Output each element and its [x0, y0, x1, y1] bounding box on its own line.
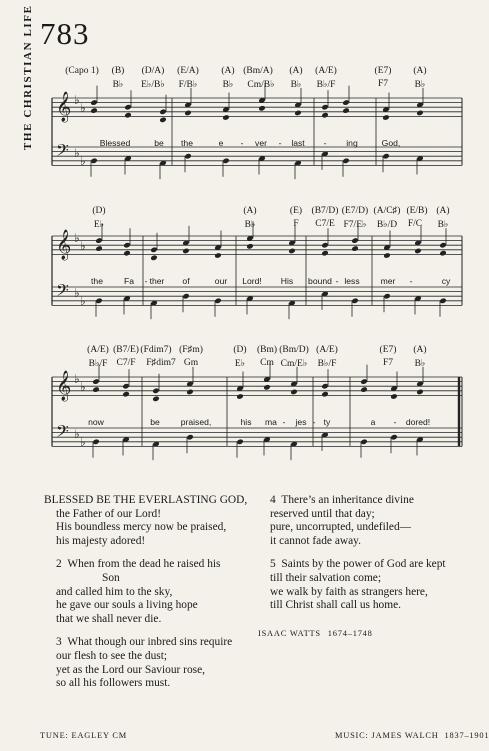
- chord-symbol: B♭: [437, 220, 449, 230]
- note-head: [342, 107, 350, 114]
- note-head: [90, 107, 98, 114]
- chord-symbol: (Bm/D): [279, 345, 309, 355]
- chord-symbol: (B7/D): [311, 206, 339, 216]
- lyric-syllable: a: [370, 417, 376, 427]
- lyric-syllable: -: [240, 138, 244, 148]
- chord-symbol: (E/B): [406, 206, 428, 216]
- verse-5: [258, 558, 446, 612]
- note-head: [150, 255, 158, 262]
- chord-symbol: C7/F: [116, 358, 136, 368]
- note-head: [294, 110, 302, 117]
- chord-symbol: (Capo 1): [65, 66, 99, 76]
- chord-symbol: B♭: [244, 220, 256, 230]
- lyric-syllable: the: [91, 276, 103, 286]
- note-head: [186, 389, 194, 396]
- lyric-syllable: mer: [380, 276, 396, 286]
- lyric-syllable: jes: [295, 417, 307, 427]
- verse-4: [258, 494, 446, 548]
- flat-sign-icon: ♭: [80, 380, 86, 394]
- flat-sign-icon: ♭: [74, 93, 80, 107]
- lyric-syllable: -: [278, 138, 282, 148]
- lyric-syllable: Blessed: [99, 138, 131, 148]
- note-head: [236, 393, 244, 400]
- lyric-syllable: our: [214, 276, 228, 286]
- chord-symbol: (B): [111, 66, 125, 76]
- author-dates: 1674–1748: [327, 628, 373, 638]
- chord-symbol: (Fdim7): [140, 345, 172, 355]
- chord-symbol: B♭: [112, 80, 124, 90]
- verse-line: BLESSED BE THE EVERLASTING GOD,: [44, 494, 248, 506]
- chord-symbol: (D/A): [141, 66, 165, 76]
- note-head: [246, 243, 254, 250]
- verses-left: [44, 494, 247, 691]
- lyric-syllable: Fa: [123, 276, 135, 286]
- verse-number: 2: [56, 558, 62, 571]
- verse-line: 4 There’s an inheritance divine: [270, 494, 414, 506]
- composer-name: MUSIC: JAMES WALCH: [335, 731, 439, 740]
- note-head: [123, 250, 131, 257]
- chord-symbol: (D): [233, 345, 247, 355]
- verse-line: till Christ shall call us home.: [270, 599, 401, 612]
- chord-symbol: Cm/B♭: [247, 80, 275, 90]
- flat-sign-icon: ♭: [74, 427, 80, 441]
- verse-line: it cannot fade away.: [270, 534, 361, 547]
- chord-symbol: (A): [413, 345, 427, 355]
- verse-number: 4: [270, 494, 276, 506]
- note-head: [321, 250, 329, 257]
- bass-clef-icon: 𝄢: [56, 140, 69, 164]
- chord-symbol: Cm/E♭: [280, 359, 308, 369]
- chord-symbol: B♭/F: [317, 359, 337, 369]
- chord-symbol: (E7): [379, 345, 397, 355]
- verse-line: his majesty adored!: [56, 534, 146, 547]
- flat-sign-icon: ♭: [80, 101, 86, 115]
- lyric-syllable: the: [181, 138, 193, 148]
- chord-symbol: (A): [413, 66, 427, 76]
- lyric-syllable: -: [282, 417, 286, 427]
- chord-symbol: F7/E♭: [343, 220, 367, 230]
- note-head: [416, 110, 424, 117]
- chord-symbol: (F♯m): [179, 345, 203, 355]
- lyric-syllable: -: [335, 276, 339, 286]
- verse-line: and called him to the sky,: [56, 585, 173, 598]
- bass-clef-icon: 𝄢: [56, 280, 69, 304]
- chord-symbol: B♭/F: [316, 80, 336, 90]
- chord-symbol: B♭: [414, 80, 426, 90]
- verse-line: our flesh to see the dust;: [56, 649, 168, 662]
- lyric-syllable: of: [182, 276, 190, 286]
- note-head: [124, 112, 132, 119]
- verse-1: [44, 494, 247, 548]
- chord-symbol: (E7): [374, 66, 392, 76]
- chord-symbol: (A/E): [315, 66, 337, 76]
- lyric-syllable: -: [312, 417, 316, 427]
- verse-line: that we shall never die.: [56, 612, 162, 625]
- note-head: [263, 384, 271, 391]
- hymn-number: 783: [40, 16, 90, 51]
- chord-symbol: F7: [377, 79, 389, 89]
- verse-3: [44, 636, 247, 690]
- treble-clef-icon: 𝄞: [56, 230, 72, 260]
- flat-sign-icon: ♭: [80, 239, 86, 253]
- lyric-syllable: His: [280, 276, 294, 286]
- lyric-syllable: ther: [149, 276, 165, 286]
- lyric-syllable: less: [344, 276, 360, 286]
- chord-symbol: B♭: [290, 80, 302, 90]
- chord-symbol: E♭: [234, 359, 246, 369]
- lyric-syllable: ing: [346, 138, 358, 148]
- verse-line: 5 Saints by the power of God are kept: [270, 558, 446, 571]
- section-label: THE CHRISTIAN LIFE: [22, 4, 34, 150]
- author-credit: [258, 627, 446, 641]
- verse-2: [44, 558, 247, 626]
- flat-sign-icon: ♭: [74, 146, 80, 160]
- flat-sign-icon: ♭: [80, 294, 86, 308]
- lyric-syllable: praised,: [180, 417, 212, 427]
- lyric-syllable: Lord!: [242, 276, 262, 286]
- note-head: [258, 105, 266, 112]
- verse-line: the Father of our Lord!: [56, 507, 162, 520]
- note-head: [152, 396, 160, 403]
- lyric-syllable: bound: [308, 276, 332, 286]
- lyric-syllable: ty: [323, 417, 331, 427]
- lyric-syllable: now: [88, 417, 104, 427]
- note-head: [214, 252, 222, 259]
- chord-symbol: F/B♭: [178, 80, 198, 90]
- chord-symbol: (E7/D): [341, 206, 369, 216]
- note-head: [383, 252, 391, 259]
- lyric-syllable: -: [393, 417, 397, 427]
- note-head: [159, 117, 167, 124]
- chord-symbol: (A/E): [87, 345, 109, 355]
- tune-credit: TUNE: EAGLEY CM: [40, 731, 128, 740]
- note-head: [414, 248, 422, 255]
- verse-number: 5: [270, 558, 276, 571]
- chord-symbol: (A): [289, 66, 303, 76]
- lyric-syllable: ma: [265, 417, 277, 427]
- composer-dates: 1837–1901: [444, 731, 489, 740]
- chord-symbol: (Bm): [256, 345, 278, 355]
- verse-number: 3: [56, 636, 62, 649]
- chord-symbol: B♭/F: [88, 359, 108, 369]
- bass-clef-icon: 𝄢: [56, 421, 69, 445]
- lyric-syllable: be: [150, 417, 160, 427]
- verse-line: Son: [102, 571, 120, 584]
- lyric-syllable: cy: [441, 276, 451, 286]
- note-head: [290, 389, 298, 396]
- chord-symbol: F/C: [407, 219, 423, 229]
- note-head: [92, 386, 100, 393]
- music-credit: [335, 731, 489, 740]
- note-head: [122, 391, 130, 398]
- chord-symbol: B♭/D: [376, 220, 398, 230]
- chord-symbol: (E): [289, 206, 303, 216]
- note-head: [351, 245, 359, 252]
- chord-symbol: (E/A): [177, 66, 199, 76]
- lyric-syllable: last: [291, 138, 305, 148]
- treble-clef-icon: 𝄞: [56, 371, 72, 401]
- chord-symbol: F♯dim7: [146, 358, 176, 368]
- lyric-syllable: -: [323, 138, 327, 148]
- lyric-syllable: -: [409, 276, 413, 286]
- treble-clef-icon: 𝄞: [56, 92, 72, 122]
- chord-symbol: (Bm/A): [243, 66, 273, 76]
- note-head: [184, 110, 192, 117]
- flat-sign-icon: ♭: [74, 231, 80, 245]
- chord-symbol: B♭: [414, 359, 426, 369]
- lyric-syllable: dored!: [405, 417, 431, 427]
- chord-symbol: E♭: [93, 220, 105, 230]
- flat-sign-icon: ♭: [80, 435, 86, 449]
- note-head: [382, 114, 390, 121]
- flat-sign-icon: ♭: [74, 372, 80, 386]
- note-head: [182, 248, 190, 255]
- chord-symbol: C7/E: [315, 219, 335, 229]
- verse-line: we walk by faith as strangers here,: [270, 585, 428, 598]
- chord-symbol: (A/C♯): [373, 206, 401, 216]
- verse-line: 2 When from the dead he raised his: [56, 558, 221, 571]
- chord-symbol: F7: [382, 358, 394, 368]
- verses-right: [258, 494, 446, 640]
- chord-symbol: (A): [436, 206, 450, 216]
- flat-sign-icon: ♭: [80, 154, 86, 168]
- note-head: [321, 112, 329, 119]
- chord-symbol: E♭/B♭: [141, 80, 165, 90]
- lyric-syllable: be: [154, 138, 164, 148]
- verse-line: till their salvation come;: [270, 571, 382, 584]
- chord-symbol: Cm: [260, 358, 274, 368]
- note-head: [439, 250, 447, 257]
- note-head: [222, 114, 230, 121]
- note-head: [390, 393, 398, 400]
- author-name: ISAAC WATTS: [258, 628, 321, 638]
- note-head: [360, 386, 368, 393]
- chord-symbol: F: [293, 219, 299, 229]
- chord-symbol: (D): [92, 206, 106, 216]
- flat-sign-icon: ♭: [74, 286, 80, 300]
- lyric-syllable: e: [218, 138, 224, 148]
- chord-symbol: (A): [243, 206, 257, 216]
- chord-symbol: (A/E): [316, 345, 338, 355]
- note-head: [95, 245, 103, 252]
- chord-symbol: (A): [221, 66, 235, 76]
- chord-symbol: Gm: [183, 358, 199, 368]
- chord-symbol: (B7/E): [113, 345, 139, 355]
- chord-symbol: B♭: [222, 80, 234, 90]
- note-head: [288, 248, 296, 255]
- lyric-syllable: -: [144, 276, 148, 286]
- lyric-syllable: ver: [255, 138, 267, 148]
- lyric-syllable: God,: [381, 138, 401, 148]
- verse-line: reserved until that day;: [270, 507, 375, 520]
- lyric-syllable: his: [240, 417, 252, 427]
- verse-line: so all his followers must.: [56, 677, 171, 690]
- verse-line: yet as the Lord our Saviour rose,: [56, 663, 205, 676]
- verse-line: pure, uncorrupted, undefiled—: [270, 521, 412, 534]
- verse-line: 3 What though our inbred sins require: [56, 636, 233, 649]
- note-head: [321, 391, 329, 398]
- verse-line: he gave our souls a living hope: [56, 599, 198, 612]
- verse-line: His boundless mercy now be praised,: [56, 521, 227, 534]
- note-head: [416, 389, 424, 396]
